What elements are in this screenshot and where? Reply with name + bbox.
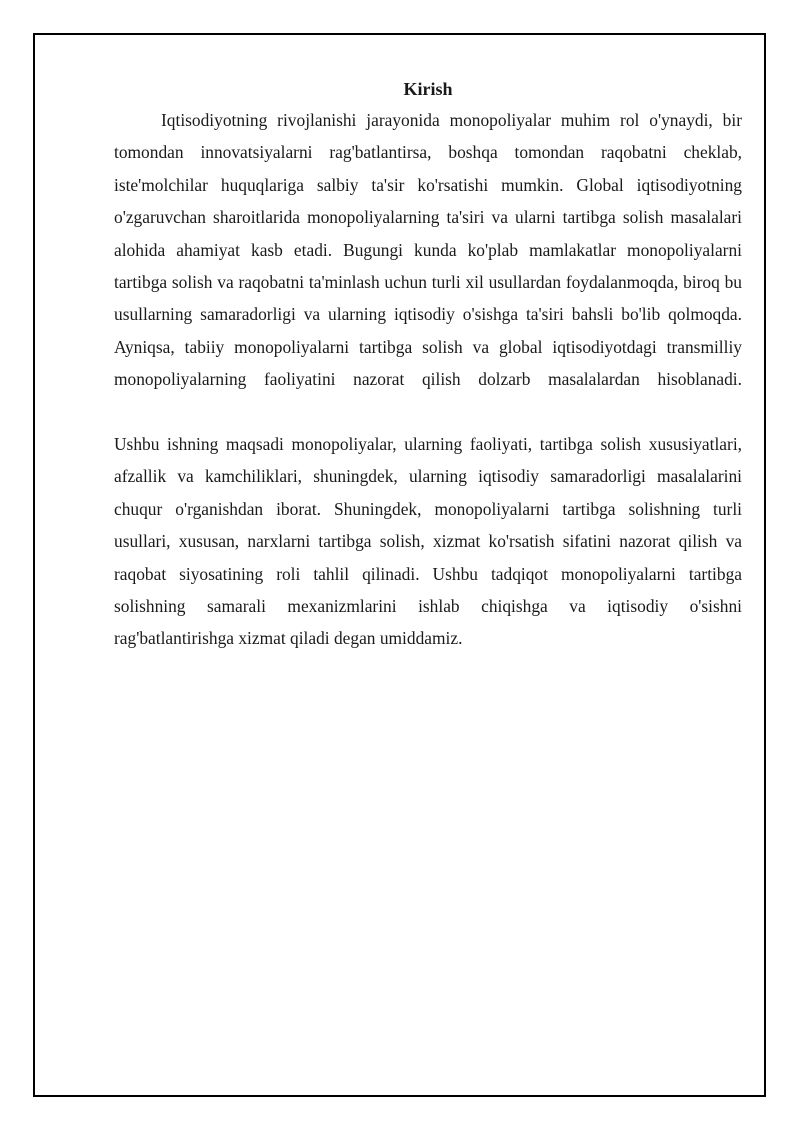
paragraph-goal: Ushbu ishning maqsadi monopoliyalar, ularning faoliyati, tartibga solish xususiyatlari, afzallik va kamchiliklari, shuningdek, ularning iqtisodiy samaradorligi masalalarini chuqur o'rganishdan iborat. Shuningdek, monopoliyalarni tartibga solishning turli usullari, xususan, narxlarni tartibga solish, xizmat ko'rsatish sifatini nazorat qilish va raqobat siyosatining roli tahlil qilinadi. Ushbu tadqiqot monopoliyalarni tartibga solishning samarali mexanizmlarini ishlab chiqishga va iqtisodiy o'sishni rag'batlantirishga xizmat qiladi degan umiddamiz. [114, 434, 742, 649]
paragraph-gap [114, 396, 742, 428]
document-body [114, 74, 742, 655]
document-title: Kirish [403, 79, 453, 99]
paragraph-intro: Iqtisodiyotning rivojlanishi jarayonida monopoliyalar muhim rol o'ynaydi, bir tomondan innovatsiyalarni rag'batlantirsa, boshqa tomondan raqobatni cheklab, iste'molchilar huquqlariga salbiy ta'sir ko'rsatishi mumkin. Global iqtisodiyotning o'zgaruvchan sharoitlarida monopoliyalarning ta'siri va ularni tartibga solish masalalari alohida ahamiyat kasb etadi. Bugungi kunda ko'plab mamlakatlar monopoliyalarni tartibga solish va raqobatni ta'minlash uchun turli xil usullardan foydalanmoqda, biroq bu usullarning samaradorligi va ularning iqtisodiy o'sishga ta'siri bahsli bo'lib qolmoqda. Ayniqsa, tabiiy monopoliyalarni tartibga solish va global iqtisodiyotdagi transmilliy monopoliyalarning faoliyatini nazorat qilish dolzarb masalalardan hisoblanadi. [114, 110, 742, 390]
